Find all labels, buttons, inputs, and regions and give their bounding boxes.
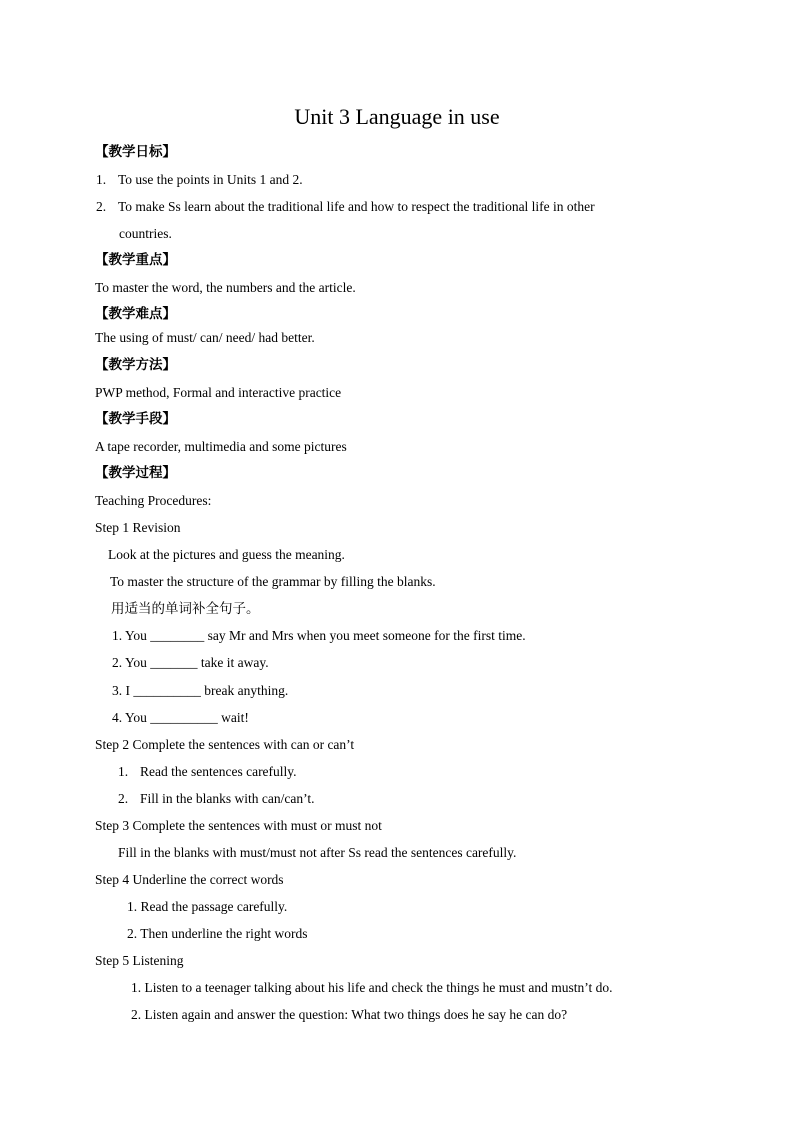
difficulties-text: The using of must/ can/ need/ had better. [95, 330, 315, 345]
step2-title: Step 2 Complete the sentences with can or can’t [95, 737, 355, 752]
objective-item-1 [96, 171, 303, 189]
step4-item-2: 2. Then underline the right words [127, 926, 308, 941]
objective-num: 1. [96, 172, 107, 187]
step4-title: Step 4 Underline the correct words [95, 872, 284, 887]
methods-text: PWP method, Formal and interactive practice [95, 385, 342, 400]
step1-item-3: 3. I __________ break anything. [112, 683, 289, 698]
step2-text: Read the sentences carefully. [140, 764, 297, 779]
objective-text: To make Ss learn about the traditional life and how to respect the traditional life in other [118, 199, 595, 214]
difficulties-heading: 【教学难点】 [95, 306, 176, 322]
tools-text: A tape recorder, multimedia and some pictures [95, 439, 347, 454]
process-intro: Teaching Procedures: [95, 493, 212, 508]
objective-item-2 [96, 198, 595, 216]
step1-item-1: 1. You ________ say Mr and Mrs when you meet someone for the first time. [112, 628, 526, 643]
step1-line-2: To master the structure of the grammar by filling the blanks. [110, 574, 436, 589]
methods-heading: 【教学方法】 [95, 357, 176, 373]
objective-text: To use the points in Units 1 and 2. [118, 172, 303, 187]
step5-item-2: 2. Listen again and answer the question: What two things does he say he can do? [131, 1007, 568, 1022]
tools-heading: 【教学手段】 [95, 411, 176, 427]
step4-item-1: 1. Read the passage carefully. [127, 899, 288, 914]
step5-title: Step 5 Listening [95, 953, 184, 968]
step1-line-1: Look at the pictures and guess the meaning. [108, 547, 345, 562]
step5-item-1: 1. Listen to a teenager talking about his life and check the things he must and mustn’t do. [131, 980, 613, 995]
step1-item-2: 2. You _______ take it away. [112, 655, 269, 670]
process-heading: 【教学过程】 [95, 465, 176, 481]
objective-num: 2. [96, 199, 107, 214]
step2-item-1 [118, 763, 297, 781]
step1-title: Step 1 Revision [95, 520, 181, 535]
step1-cn-instruction: 用适当的单词补全句子。 [111, 601, 260, 617]
step2-num: 2. [118, 791, 129, 806]
objective-item-2-cont: countries. [119, 226, 172, 241]
key-points-text: To master the word, the numbers and the article. [95, 280, 356, 295]
page-title: Unit 3 Language in use [294, 104, 500, 129]
step3-line: Fill in the blanks with must/must not after Ss read the sentences carefully. [118, 845, 517, 860]
step3-title: Step 3 Complete the sentences with must or must not [95, 818, 382, 833]
step2-item-2 [118, 790, 314, 808]
objectives-heading: 【教学日标】 [95, 144, 176, 160]
step2-num: 1. [118, 764, 129, 779]
step2-text: Fill in the blanks with can/can’t. [140, 791, 315, 806]
step1-item-4: 4. You __________ wait! [112, 710, 249, 725]
key-points-heading: 【教学重点】 [95, 252, 176, 268]
